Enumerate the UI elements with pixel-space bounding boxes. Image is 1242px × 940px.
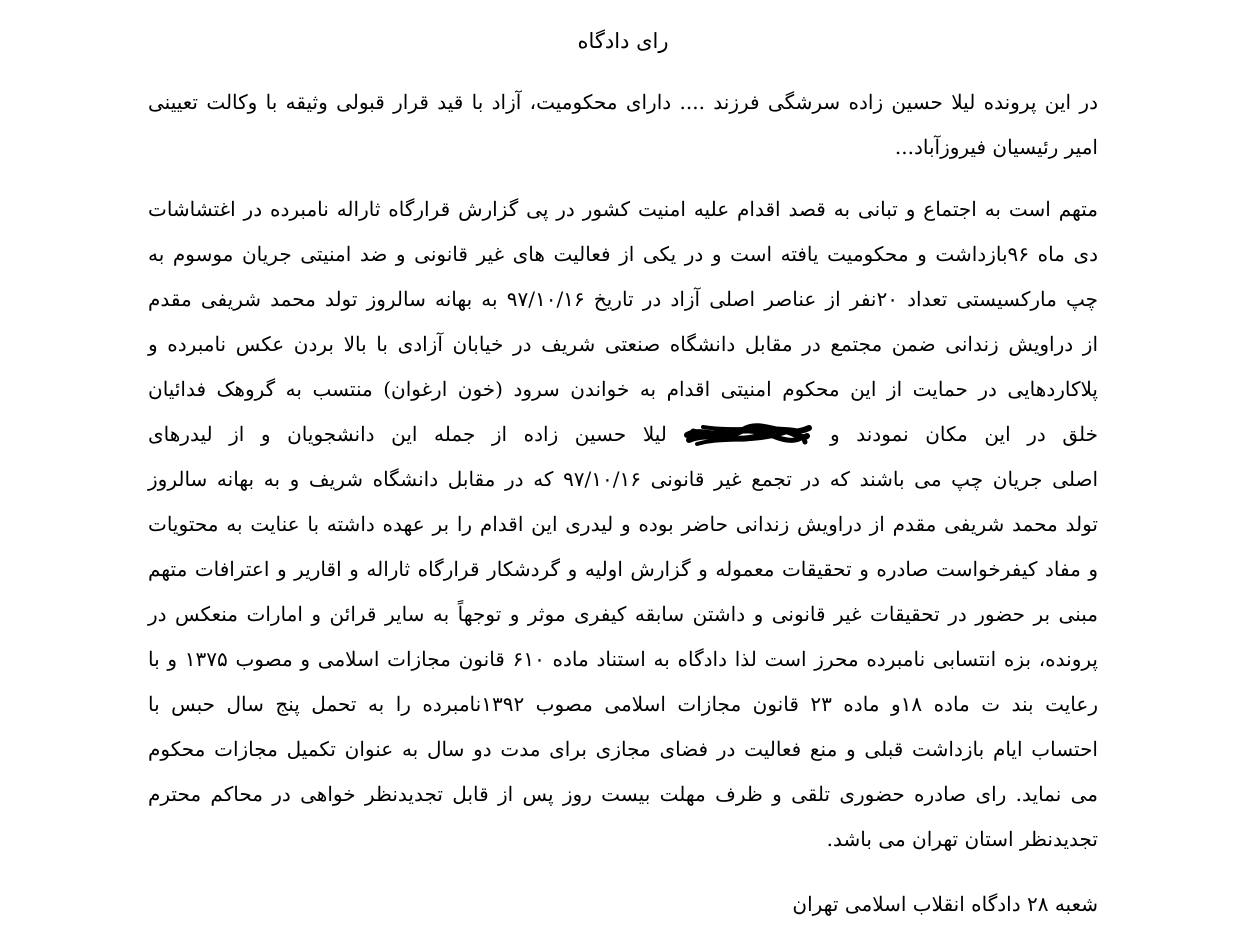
- body-line-3: چپ مارکسیستی تعداد ۲۰نفر از عناصر اصلی آزاد در تاریخ ۹۷/۱۰/۱۶ به بهانه سالروز تولد محمد شریفی مقدم: [148, 287, 1098, 311]
- body-line-1: متهم است به اجتماع و تبانی به قصد اقدام علیه امنیت کشور در پی گزارش قرارگاه ثاراله نامبرده در اغتشاشات: [148, 197, 1098, 221]
- intro-line-1: در این پرونده لیلا حسین زاده سرشگی فرزند .... دارای محکومیت، آزاد با قید قرار قبولی وثیقه با وکالت تعیینی: [148, 90, 1098, 114]
- court-verdict-document: [148, 0, 1098, 940]
- body-line-5: پلاکاردهایی در حمایت از این محکوم امنیتی اقدام به خواندن سرود (خون ارغوان) منتسب به گروهک فدائیان: [148, 377, 1098, 401]
- body-line-10: مبنی بر حضور در تحقیقات غیر قانونی و داشتن سابقه کیفری موثر و توجهاً به سایر قرائن و امارات منعکس در: [148, 602, 1098, 626]
- document-title: رای دادگاه: [577, 29, 669, 53]
- redacted-name: [683, 424, 813, 448]
- body-line-8: تولد محمد شریفی مقدم از دراویش زندانی حاضر بوده و لیدری این اقدام را بر عهده داشته با عنایت به محتویات: [148, 512, 1098, 536]
- intro-line-2: امیر رئیسیان فیروزآباد...: [894, 135, 1098, 159]
- body-line-12: رعایت بند ت ماده ۱۸و ماده ۲۳ قانون مجازات اسلامی مصوب ۱۳۹۲نامبرده را به تحمل پنج سال حبس با: [148, 692, 1098, 716]
- body-line-4: از دراویش زندانی ضمن مجتمع در مقابل دانشگاه صنعتی شریف در خیابان آزادی با بالا بردن عکس نامبرده و: [148, 332, 1098, 356]
- body-line-11: پرونده، بزه انتسابی نامبرده محرز است لذا دادگاه به استناد ماده ۶۱۰ قانون مجازات اسلامی و مصوب ۱۳۷۵ و با: [148, 647, 1098, 671]
- redaction-scribble-icon: [683, 420, 813, 450]
- body-line-13: احتساب ایام بازداشت قبلی و منع فعالیت در فضای مجازی برای مدت دو سال به عنوان تکمیل مجازات محکوم: [148, 737, 1098, 761]
- body-line-7: اصلی جریان چپ می باشند که در تجمع غیر قانونی ۹۷/۱۰/۱۶ که در مقابل دانشگاه شریف و به بهانه سالروز: [148, 467, 1099, 491]
- body-line-6: [148, 419, 1098, 449]
- body-line-14: می نماید. رای صادره حضوری تلقی و ظرف مهلت بیست روز پس از قابل تجدیدنظر خواهی در محاکم محترم: [148, 782, 1099, 806]
- body-line-6-end: لیلا حسین زاده از جمله این دانشجویان و از لیدرهای: [148, 422, 667, 446]
- body-line-15: تجدیدنظر استان تهران می باشد.: [826, 827, 1098, 851]
- body-line-9: و مفاد کیفرخواست صادره و تحقیقات معموله و گزارش اولیه و گردشکار قرارگاه ثاراله و اقاریر و اعترافات متهم: [148, 557, 1098, 581]
- court-signature: شعبه ۲۸ دادگاه انقلاب اسلامی تهران: [792, 892, 1098, 916]
- body-line-6-start: خلق در این مکان نمودند و: [830, 422, 1099, 446]
- body-line-2: دی ماه ۹۶بازداشت و محکومیت یافته است و در یکی از فعالیت های غیر قانونی و ضد امنیتی جریان موسوم به: [148, 242, 1098, 266]
